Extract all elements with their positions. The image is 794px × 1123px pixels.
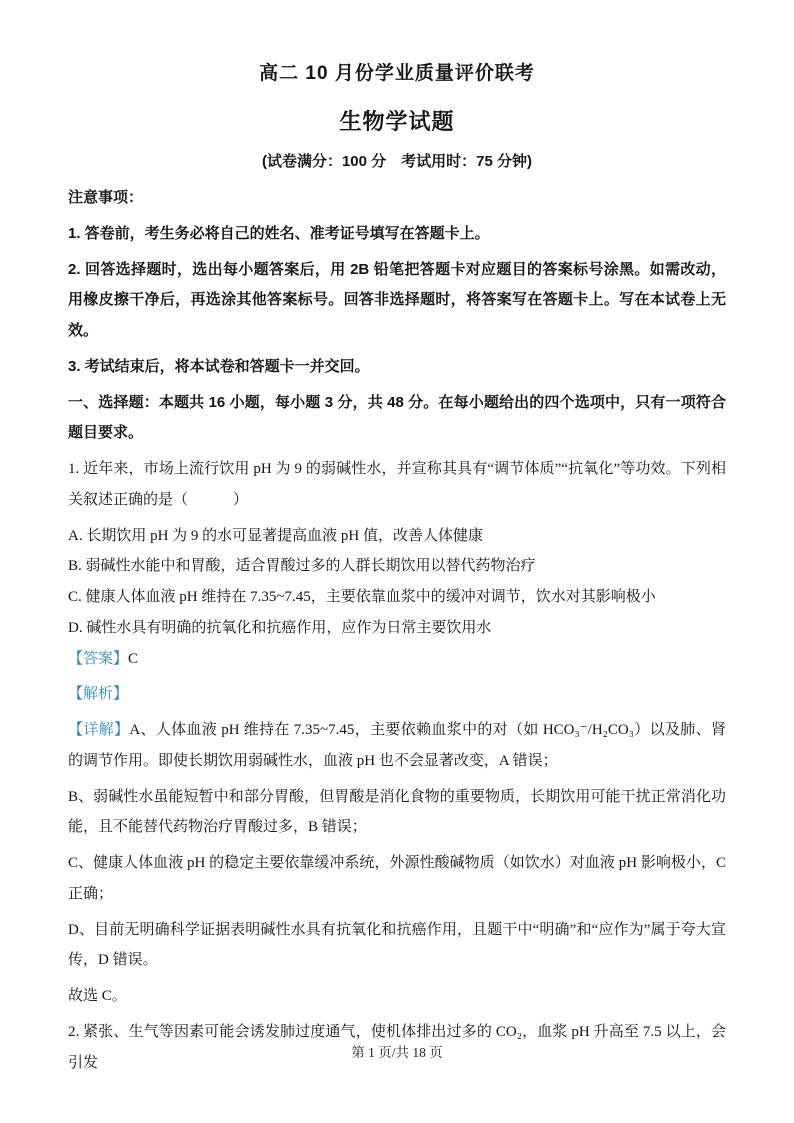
question-1-option-d: D. 碱性水具有明确的抗氧化和抗癌作用，应作为日常主要饮用水 xyxy=(68,619,492,636)
answer-value: C xyxy=(128,650,139,667)
analysis-line xyxy=(68,679,726,710)
question-1-option-c: C. 健康人体血液 pH 维持在 7.35~7.45，主要依靠血浆中的缓冲对调节，饮水对其影响极小 xyxy=(68,589,656,605)
detail-text-a: A、人体血液 pH 维持在 7.35~7.45，主要依赖血浆中的对（如 HCO₃⁻/H₂CO₃）以及肺、肾的调节作用。即使长期饮用弱碱性水，血液 pH 也不会显著改变，A 错误； xyxy=(68,722,726,769)
question-2-stem: 2. 紧张、生气等因素可能会诱发肺过度通气，使机体排出过多的 CO₂，血浆 pH 升高至 7.5 以上，会引发 xyxy=(68,1023,726,1071)
analysis-label: 【解析】 xyxy=(68,686,129,703)
section-header: 一、选择题：本题共 16 小题，每小题 3 分，共 48 分。在每小题给出的四个选项中，只有一项符合题目要求。 xyxy=(68,393,726,442)
question-1-option-a: A. 长期饮用 pH 为 9 的水可显著提高血液 pH 值，改善人体健康 xyxy=(68,527,483,544)
detail-label: 【详解】 xyxy=(68,722,130,738)
detail-paragraph-c: C、健康人体血液 pH 的稳定主要依靠缓冲系统，外源性酸碱物质（如饮水）对血液 pH 影响极小，C 正确； xyxy=(68,855,726,902)
conclusion-line: 故选 C。 xyxy=(68,988,127,1004)
detail-paragraph-b: B、弱碱性水虽能短暂中和部分胃酸，但胃酸是消化食物的重要物质，长期饮用可能干扰正常消化功能，且不能替代药物治疗胃酸过多，B 错误； xyxy=(68,788,726,836)
exam-subject-title: 生物学试题 xyxy=(339,109,455,134)
answer-line xyxy=(68,644,726,675)
exam-info-line: (试卷满分：100 分 考试用时：75 分钟) xyxy=(261,153,533,170)
exam-title: 高二 10 月份学业质量评价联考 xyxy=(259,63,535,84)
notice-item-3: 3. 考试结束后，将本试卷和答题卡一并交回。 xyxy=(68,357,370,375)
notice-item-1: 1. 答卷前，考生务必将自己的姓名、准考证号填写在答题卡上。 xyxy=(68,224,490,242)
question-1-option-b: B. 弱碱性水能中和胃酸，适合胃酸过多的人群长期饮用以替代药物治疗 xyxy=(68,558,536,575)
page-footer: 第 1 页/共 18 页 xyxy=(351,1045,443,1060)
detail-paragraph-a xyxy=(68,715,726,777)
question-1-stem: 1. 近年来，市场上流行饮用 pH 为 9 的弱碱性水，并宣称其具有“调节体质”“抗氧化”等功效。下列相关叙述正确的是（ ） xyxy=(68,461,726,508)
detail-paragraph-d: D、目前无明确科学证据表明碱性水具有抗氧化和抗癌作用，且题干中“明确”和“应作为”属于夸大宣传，D 错误。 xyxy=(68,921,726,969)
notice-header: 注意事项： xyxy=(68,189,144,206)
notice-item-2: 2. 回答选择题时，选出每小题答案后，用 2B 铅笔把答题卡对应题目的答案标号涂黑。如需改动，用橡皮擦干净后，再选涂其他答案标号。回答非选择题时，将答案写在答题卡上。写在本试卷上无效。 xyxy=(68,260,726,339)
answer-label: 【答案】 xyxy=(68,650,129,667)
